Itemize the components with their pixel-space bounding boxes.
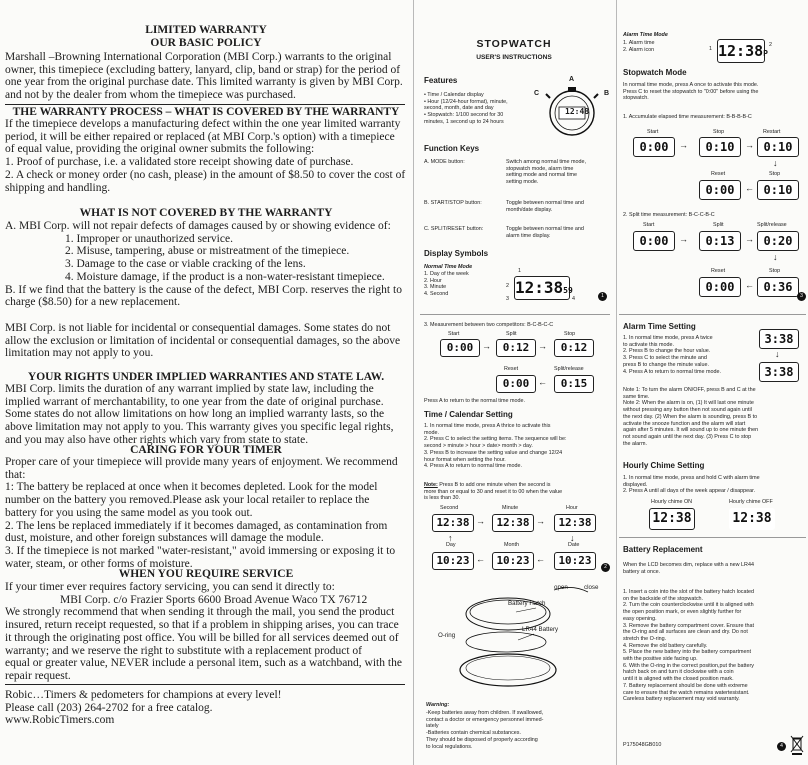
- split-label-start: Start: [643, 222, 655, 228]
- key-split-reset: C. SPLIT/RESET button:: [424, 226, 484, 232]
- modes-column: [617, 0, 808, 765]
- lr44-battery-label: LR44 Battery: [522, 626, 559, 633]
- setting-label-minute: Minute: [502, 505, 519, 511]
- caring-title: CARING FOR YOUR TIMER: [130, 444, 282, 456]
- setting-label-date: Date: [568, 542, 580, 548]
- split-label-release: Split/release: [757, 222, 787, 228]
- setting-label-second: Second: [440, 505, 459, 511]
- caring-text: Proper care of your timepiece will provide many years of enjoyment. We recommend that: 1: The battery be replaced at once when it becomes depleted. Look for the model number on the battery you removed.Please ask your local retailer to replace the battery for you using the same model as you took out. 2. The lens be replaced immediately if it becomes damaged, as contamination from dust, moisture, and other foreign substances will damage the module. 3. If the timepiece is not marked "water-resistant," avoid immersing or exposing it to water, steam, or other forms of moisture.: [5, 456, 398, 570]
- hourly-chime-steps: 1. In normal time mode, press and hold C with alarm time displayed. 2. Press A until all days of the week appear / disappear.: [623, 475, 760, 495]
- stopwatch-illustration: [532, 76, 612, 138]
- alarm-mode-items: 1. Alarm time 2. Alarm icon: [623, 40, 655, 53]
- chime-on-label: Hourly chime ON: [651, 499, 693, 505]
- arrow-icon: ←: [476, 554, 485, 564]
- arrow-icon: ↓: [775, 349, 780, 359]
- setting-label-month: Month: [504, 542, 519, 548]
- measure-note: Press A to return to the normal time mode.: [424, 398, 525, 404]
- setting-lcd: 12:38: [554, 514, 596, 532]
- accum-lcd: 0:00: [633, 137, 675, 157]
- setting-lcd: 10:23: [492, 552, 534, 570]
- not-covered-text: A. MBI Corp. will not repair defects of damages caused by or showing evidence of: 1. Improper or unauthorized service. 2. Misuse, tampering, abuse or mistreatment of the timepiece. 3. Damage to the case or viable cracking of the lens. 4. Moisture damage, if the product is a non-water-resistant timepiece. B. If we find that the battery is the cause of the defect, MBI Corp. reserves the right to charge ($8.50) for a new replacement.: [5, 220, 402, 309]
- warning-title: Warning:: [426, 702, 450, 708]
- arrow-icon: ←: [745, 280, 754, 290]
- accum-lcd: 0:10: [699, 137, 741, 157]
- accum-label-stop: Stop: [713, 129, 725, 135]
- page-marker-2: 2: [601, 563, 610, 572]
- arrow-icon: ←: [536, 554, 545, 564]
- service-text: If your timer ever requires factory servicing, you can send it directly to: MBI Corp. c/o Frazier Sports 6600 Broad Avenue Waco TX 76712 We strongly recommend that when sending it through the mail, you send the product insured, return receipt requested, so that if a problem in shipping arises, you can trace it through the originating post office. You will be billed for all services deemed out of warranty; and we reserve the right to substitute with a replacement product of equal or greater value, NEVER include a personal item, such as a watchband, with the repair request.: [5, 581, 402, 682]
- service-title: WHEN YOU REQUIRE SERVICE: [118, 568, 294, 580]
- recycle-bin-icon: [791, 734, 803, 761]
- battery-steps: 1. Insert a coin into the slot of the battery hatch located on the backside of the stopwatch. 2. Turn the coin counterclockwise until it is aligned with the open position mark, or even slightly further for easy opening. 3. Remove the battery compartment cover. Ensure that the O-ring and all surfaces are clean and dry. Do not stretch the O-ring. 4. Remove the old battery carefully. 5. Place the new battery into the battery compartment with the positive side facing up. 6. With the O-ring in the correct position,put the battery hatch back on and turn it clockwise with a coin until it is aligned with the closed position mark. 7. Battery replacement should be done with extreme care to ensure that the watch remains watertesistant. Careless battery replacement may void warranty.: [623, 589, 754, 703]
- arrow-icon: →: [482, 341, 491, 351]
- hourly-chime-title: Hourly Chime Setting: [623, 461, 705, 470]
- policy-text: Marshall –Browning International Corporation (MBI Corp.) warrants to the original owner, this timepiece (excluding battery, lanyard, clip, band or strap) for the period of one year from the original purchase date. This limited warranty is given by MBI Corp. and not by the dealer from whom the timepiece was purchased.: [5, 51, 403, 102]
- arrow-icon: →: [745, 234, 754, 244]
- crossed-bin-icon: [791, 734, 803, 756]
- warranty-process-text: If the timepiece develops a manufacturing defect within the one year limited warranty period, it will be either repaired or replaced (at MBI Corp.'s option) with a timepiece of equal value, providing the original owner submits the following: 1. Proof of purchase, i.e. a validated store receipt showing date of purchase. 2. A check or money order (no cash, please) in the amount of $8.50 to cover the cost of shipping and handling.: [5, 118, 406, 194]
- key-split-reset-desc: Toggle between normal time and alarm time display.: [506, 226, 584, 239]
- measure-label-start: Start: [448, 331, 460, 337]
- alarm-setting-lcd: 3:38: [759, 329, 799, 349]
- normal-time-lcd: 12:3859: [514, 276, 570, 300]
- alarm-callout-2: 2: [769, 42, 772, 48]
- key-mode: A. MODE button:: [424, 159, 465, 165]
- page-marker-3: 3: [797, 292, 806, 301]
- alarm-setting-steps: 1. In normal time mode, press A twice to activate this mode. 2. Press B to change the hour value. 3. Press C to select the minute and press B to change the minute value. 4. Press A to return to normal time mode.: [623, 335, 721, 375]
- setting-lcd: 12:38: [432, 514, 474, 532]
- arrow-icon: →: [745, 140, 754, 150]
- setting-lcd: 12:38: [492, 514, 534, 532]
- split-label-stop: Stop: [769, 268, 781, 274]
- accum-lcd: 0:10: [757, 180, 799, 200]
- alarm-setting-title: Alarm Time Setting: [623, 322, 696, 331]
- warning-text: -Keep batteries away from children. If swallowed, contact a doctor or emergency personnel immed- iately -Batteries contain chemical substances. They should be disposed of properly according to local regulations.: [426, 710, 544, 750]
- close-label: close: [584, 584, 599, 591]
- measure-label-release: Split/release: [554, 366, 584, 372]
- setting-label-hour: Hour: [566, 505, 578, 511]
- accum-lcd: 0:00: [699, 180, 741, 200]
- normal-time-items: 1. Day of the week 2. Hour 3. Minute 4. Second: [424, 271, 469, 298]
- measure-title: 3. Measurement between two competitors: B-C-B-C-C: [424, 322, 554, 328]
- website-link[interactable]: www.RobicTimers.com: [5, 714, 115, 727]
- measure-lcd: 0:12: [554, 339, 594, 357]
- key-mode-desc: Switch among normal time mode, stopwatch mode, alarm time setting mode and normal time setting mode.: [506, 159, 586, 186]
- chime-off-label: Hourly chime OFF: [729, 499, 773, 505]
- divider: [5, 104, 405, 105]
- stopwatch-title: STOPWATCH: [476, 38, 552, 50]
- split-lcd: 0:00: [633, 231, 675, 251]
- arrow-icon: →: [476, 516, 485, 526]
- not-covered-title: WHAT IS NOT COVERED BY THE WARRANTY: [79, 207, 333, 219]
- footer-text: Robic…Timers & pedometers for champions at every level! Please call (203) 264-2702 for a free catalog. www.RobicTimers.com: [5, 689, 282, 727]
- warranty-title: LIMITED WARRANTY: [145, 24, 267, 36]
- oring-label: O-ring: [438, 632, 456, 639]
- alarm-mode-lcd: 12:38P: [717, 39, 765, 63]
- label-c: C: [534, 90, 540, 97]
- function-keys-title: Function Keys: [424, 144, 480, 153]
- accum-label-reset: Reset: [711, 171, 726, 177]
- watch-display: 12:48: [565, 107, 590, 116]
- label-a: A: [569, 76, 575, 83]
- page-marker-4: 4: [777, 742, 786, 751]
- measure-label-reset: Reset: [504, 366, 519, 372]
- divider: [619, 314, 806, 315]
- accum-lcd: 0:10: [757, 137, 799, 157]
- callout-3: 3: [506, 296, 509, 302]
- part-number: P175048GB010: [623, 742, 662, 748]
- accum-label-stop-2: Stop: [769, 171, 781, 177]
- measure-lcd: 0:15: [554, 375, 594, 393]
- label-b: B: [604, 90, 610, 97]
- split-lcd: 0:36: [757, 277, 799, 297]
- stopwatch-mode-title: Stopwatch Mode: [623, 68, 687, 77]
- arrow-icon: →: [538, 341, 547, 351]
- split-lcd: 0:00: [699, 277, 741, 297]
- rights-title: YOUR RIGHTS UNDER IMPLIED WARRANTIES AND STATE LAW.: [27, 371, 385, 383]
- divider: [5, 684, 405, 685]
- arrow-icon: ↑: [448, 533, 453, 543]
- callout-2: 2: [506, 283, 509, 289]
- accum-label-restart: Restart: [763, 129, 781, 135]
- time-calendar-steps: 1. In normal time mode, press A thrice to activate this mode. 2. Press C to select the setting items. The sequence will be: second > minute > hour > date> month > day. 3. Press B to increase the setting value and change 12/24 hour format when setting the hour. 4. Press A to return to normal time mode.: [424, 423, 567, 470]
- arrow-icon: →: [679, 234, 688, 244]
- split-lcd: 0:20: [757, 231, 799, 251]
- measure-lcd: 0:00: [440, 339, 480, 357]
- measure-label-split: Split: [506, 331, 517, 337]
- liability-text: MBI Corp. is not liable for incidental or consequential damages. Some states do not allow the exclusion or limitation of incidental or consequential damages, so the above limitation may not apply to you.: [5, 322, 401, 360]
- display-symbols-title: Display Symbols: [424, 249, 489, 258]
- split-label-reset: Reset: [711, 268, 726, 274]
- stopwatch-mode-desc: In normal time mode, press A once to activate this mode. Press C to reset the stopwatch to "0:00" before using the stopwatch.: [623, 82, 759, 102]
- arrow-icon: ↓: [773, 252, 778, 262]
- arrow-icon: ←: [538, 377, 547, 387]
- split-label-split: Split: [713, 222, 724, 228]
- warranty-process-title: THE WARRANTY PROCESS – WHAT IS COVERED BY THE WARRANTY: [12, 106, 400, 118]
- alarm-notes: Note 1: To turn the alarm ON/OFF, press B and C at the same time. Note 2: When the alarm is on, (1) It will last one minute without pressing any button then not sound again until the next day. (2) When the alarm is sounding, press B to activate the snooze function and the alarm will start again after 5 minutes. It will sound up to one minute then not sound again until the next day. (3) Press C to stop the alarm.: [623, 387, 759, 447]
- instructions-column: [414, 0, 614, 765]
- callout-1: 1: [518, 268, 521, 274]
- split-title: 2. Split time measurement: B-C-C-B-C: [623, 212, 715, 218]
- battery-diagram: [436, 584, 606, 692]
- time-calendar-title: Time / Calendar Setting: [424, 410, 513, 419]
- policy-title: OUR BASIC POLICY: [150, 37, 262, 49]
- arrow-icon: ↓: [570, 533, 575, 543]
- features-list: • Time / Calendar display • Hour (12/24-hour format), minute, second, month, date and day • Stopwatch: 1/100 second for 30 minutes, 1 second up to 24 hours: [424, 92, 508, 125]
- chime-on-lcd: 12:38: [649, 508, 695, 530]
- accum-label-start: Start: [647, 129, 659, 135]
- alarm-setting-lcd: 3:38: [759, 362, 799, 382]
- alarm-mode-title: Alarm Time Mode: [623, 32, 668, 38]
- chime-off-lcd: 12:38: [729, 508, 775, 530]
- key-start-stop-desc: Toggle between normal time and month/date display.: [506, 200, 584, 213]
- accumulate-title: 1. Accumulate elapsed time measurement: B-B-B-B-C: [623, 114, 752, 120]
- divider: [619, 537, 806, 538]
- arrow-icon: ↓: [773, 158, 778, 168]
- divider: [420, 314, 610, 315]
- battery-intro: When the LCD becomes dim, replace with a new LR44 battery at once.: [623, 562, 754, 575]
- open-label: open: [554, 584, 568, 591]
- measure-lcd: 0:12: [496, 339, 536, 357]
- arrow-icon: →: [536, 516, 545, 526]
- normal-time-title: Normal Time Mode: [424, 264, 473, 270]
- page-marker-1: 1: [598, 292, 607, 301]
- split-lcd: 0:13: [699, 231, 741, 251]
- setting-lcd: 10:23: [432, 552, 474, 570]
- rights-text: MBI Corp. limits the duration of any warrant implied by state law, including the implied warrant of merchantability, to one year from the date of original purchase. Some states do not allow limitations on how long an implied warranty lasts, so the above limitation may not apply to you. This warranty gives you specific legal rights, and you may also have other rights which vary from state to state.: [5, 383, 394, 446]
- measure-lcd: 0:00: [496, 375, 536, 393]
- key-start-stop: B. START/STOP button:: [424, 200, 482, 206]
- alarm-callout-1: 1: [709, 46, 712, 52]
- arrow-icon: →: [679, 140, 688, 150]
- setting-label-day: Day: [446, 542, 456, 548]
- time-calendar-note: Note: Press B to add one minute when the second is more than or equal to 30 and reset it to 00 when the value is less than 30.: [424, 482, 563, 502]
- measure-label-stop: Stop: [564, 331, 576, 337]
- features-title: Features: [424, 76, 458, 85]
- setting-lcd: 10:23: [554, 552, 596, 570]
- instructions-subtitle: USER'S INSTRUCTIONS: [476, 54, 552, 61]
- battery-replacement-title: Battery Replacement: [623, 545, 703, 554]
- callout-4: 4: [572, 296, 575, 302]
- arrow-icon: ←: [745, 183, 754, 193]
- battery-hatch-label: Battery Hatch: [508, 600, 546, 607]
